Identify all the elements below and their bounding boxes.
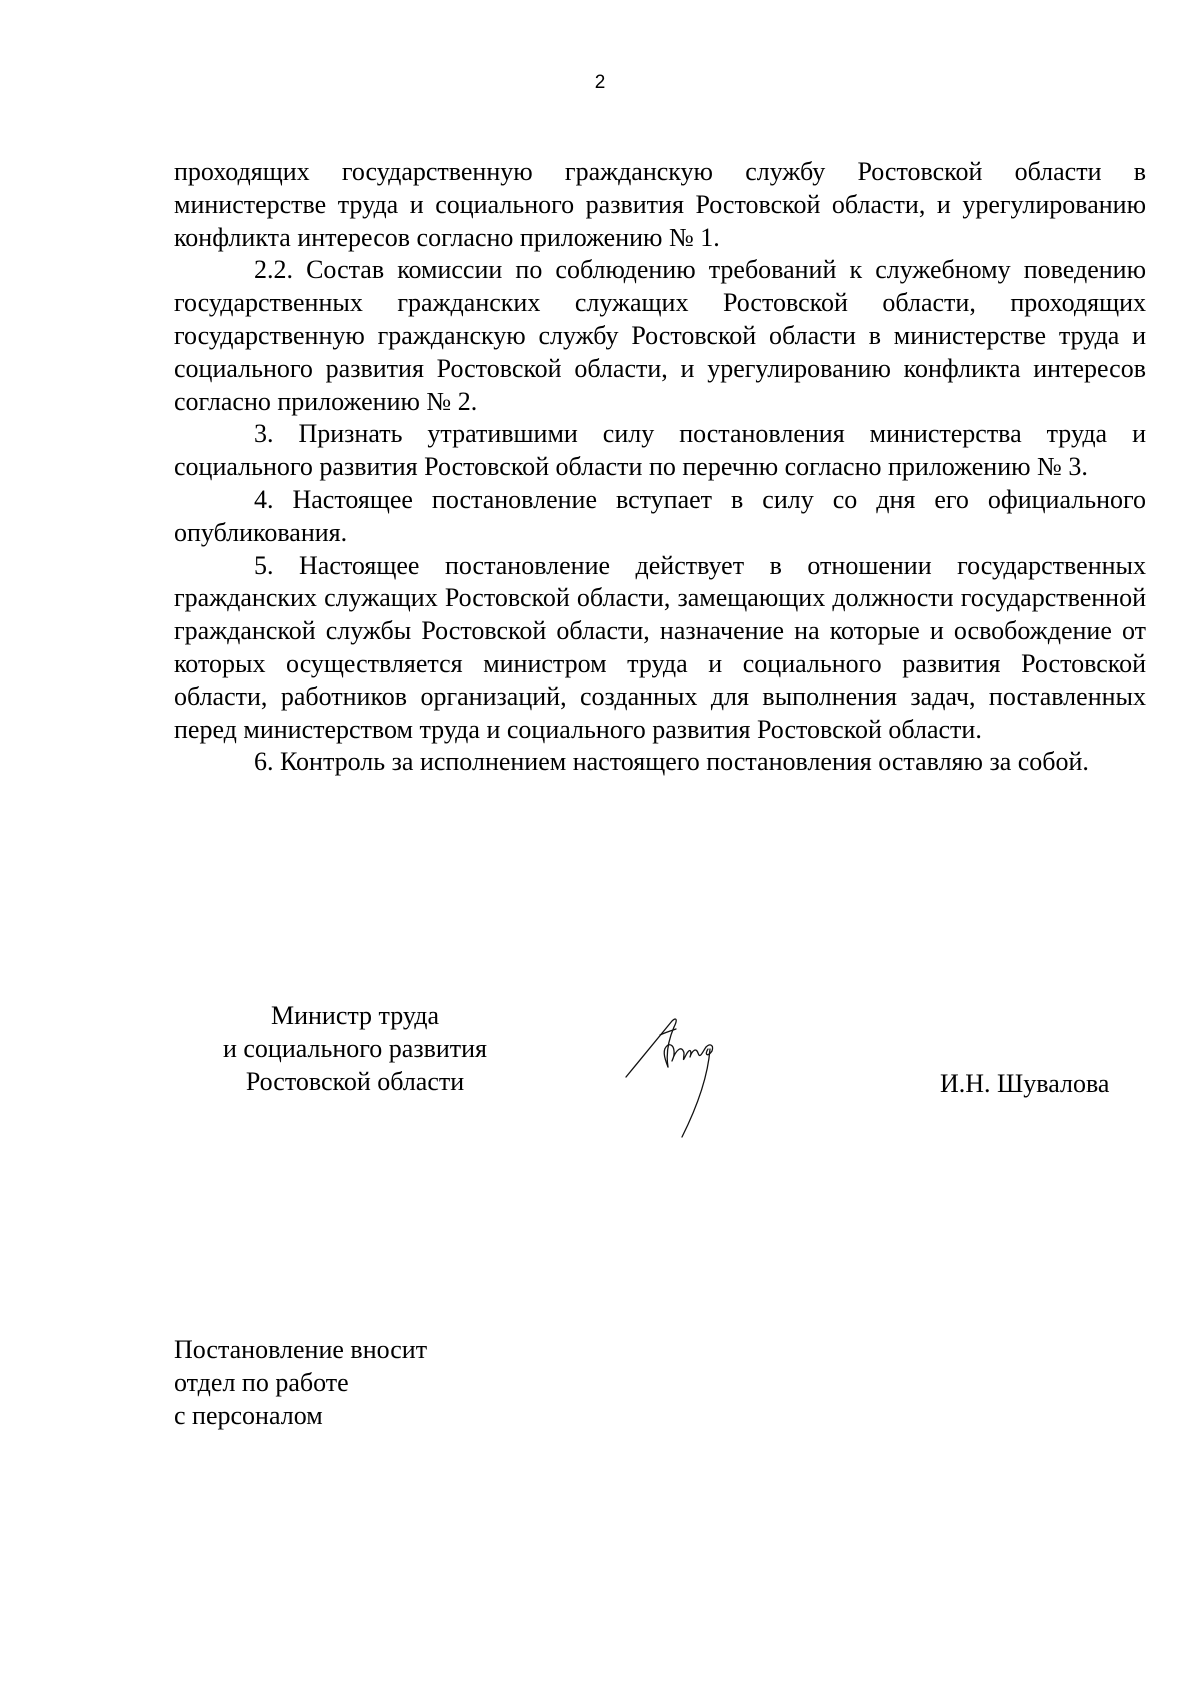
signatory-title-line: и социального развития bbox=[222, 1033, 488, 1063]
page-number: 2 bbox=[594, 72, 606, 93]
paragraph-6: 6. Контроль за исполнением настоящего постановления оставляю за собой. bbox=[254, 747, 1089, 777]
paragraph-3: 3. Признать утратившими силу постановления министерства труда и социального развития Ростовской области по перечню согласно приложению № 3. bbox=[174, 419, 1146, 482]
paragraph-4: 4. Настоящее постановление вступает в силу со дня его официального опубликования. bbox=[174, 484, 1146, 547]
signatory-title bbox=[190, 1000, 520, 1098]
footer-note-line: отдел по работе bbox=[174, 1367, 349, 1397]
submitted-by-note bbox=[174, 1334, 427, 1432]
handwritten-signature-icon bbox=[620, 1005, 760, 1140]
paragraph-2-2: 2.2. Состав комиссии по соблюдению требований к служебному поведению государственных гражданских служащих Ростовской области, проходящих государственную гражданскую службу Ростовской области в министерстве труда и социального развития Ростовской области, и урегулированию конфликта интересов согласно приложению № 2. bbox=[174, 255, 1146, 416]
paragraph-continuation: проходящих государственную гражданскую службу Ростовской области в министерстве труда и социального развития Ростовской области, и урегулированию конфликта интересов согласно приложению № 1. bbox=[174, 157, 1146, 252]
signatory-title-line: Министр труда bbox=[270, 1001, 440, 1030]
paragraph-5: 5. Настоящее постановление действует в отношении государственных гражданских служащих Ростовской области, замещающих должности государственной гражданской службы Ростовской области, назначение на которые и освобождение от которых осуществляется министром труда и социального развития Ростовской области, работников организаций, созданных для выполнения задач, поставленных перед министерством труда и социального развития Ростовской области. bbox=[174, 550, 1146, 744]
signatory-name: И.Н. Шувалова bbox=[940, 1069, 1110, 1098]
document-body bbox=[174, 156, 1146, 779]
footer-note-line: Постановление вносит bbox=[174, 1335, 428, 1364]
signatory-title-line: Ростовской области bbox=[245, 1066, 465, 1096]
footer-note-line: с персоналом bbox=[174, 1400, 323, 1430]
